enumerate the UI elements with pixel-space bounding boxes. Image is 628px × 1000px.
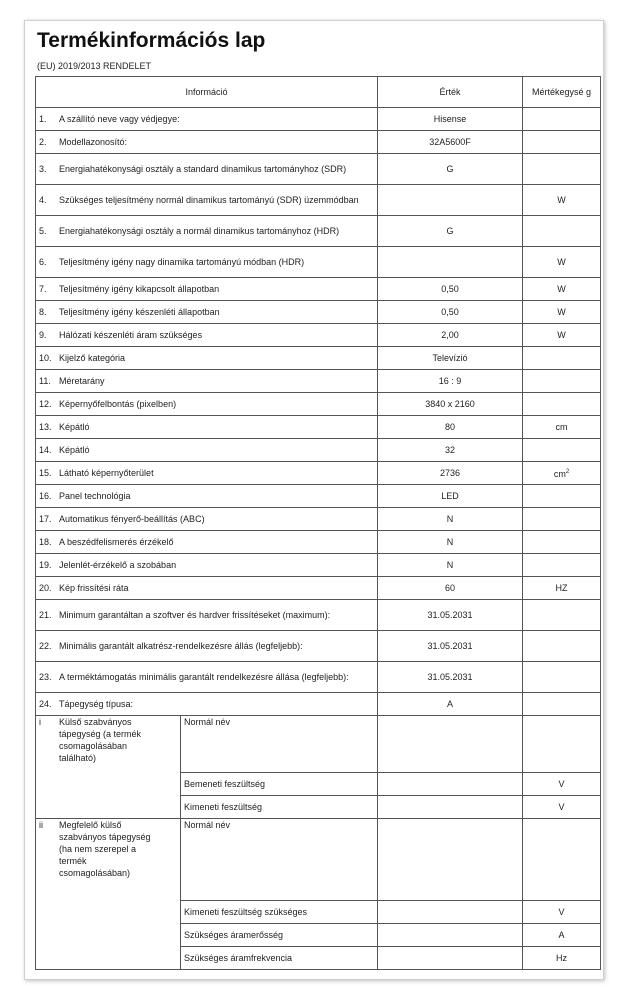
row-unit — [523, 416, 601, 439]
table-row — [36, 600, 601, 631]
row-value: A — [378, 693, 523, 716]
row-value: 2736 — [378, 462, 523, 485]
row-label: Méretarány — [59, 376, 105, 386]
product-info-sheet — [24, 20, 604, 980]
row-label-cell — [36, 416, 378, 439]
row-label: Szükséges teljesítmény normál dinamikus tartományú (SDR) üzemmódban — [59, 195, 359, 205]
row-number: 23. — [39, 672, 52, 682]
row-value: 3840 x 2160 — [378, 393, 523, 416]
psu-sub-value — [378, 773, 523, 796]
row-value: N — [378, 531, 523, 554]
psu-sub-unit — [523, 716, 601, 773]
row-label-cell — [36, 600, 378, 631]
row-value: 32A5600F — [378, 131, 523, 154]
row-label-cell — [36, 462, 378, 485]
row-label: Képernyőfelbontás (pixelben) — [59, 399, 177, 409]
table-row — [36, 693, 601, 716]
row-unit — [523, 247, 601, 278]
row-number: 2. — [39, 137, 47, 147]
psu-sub-label: Kimeneti feszültség szükséges — [181, 901, 378, 924]
table-row — [36, 554, 601, 577]
row-label: Kijelző kategória — [59, 353, 126, 363]
row-label: Energiahatékonysági osztály a standard dinamikus tartományhoz (SDR) — [59, 164, 347, 174]
row-value: 60 — [378, 577, 523, 600]
row-unit — [523, 324, 601, 347]
psu-sub-label: Normál név — [181, 716, 378, 773]
psu-sub-label: Bemeneti feszültség — [181, 773, 378, 796]
row-unit-text: cm — [555, 422, 568, 432]
row-unit-superscript: 2 — [565, 469, 570, 475]
row-value: N — [378, 508, 523, 531]
psu-sub-label: Kimeneti feszültség — [181, 796, 378, 819]
row-number: 24. — [39, 699, 52, 709]
table-row — [36, 185, 601, 216]
row-label-cell — [36, 347, 378, 370]
row-unit — [523, 301, 601, 324]
row-unit — [523, 108, 601, 131]
row-number: 1. — [39, 114, 47, 124]
row-label: Panel technológia — [59, 491, 131, 501]
row-unit — [523, 439, 601, 462]
row-unit — [523, 154, 601, 185]
row-value: N — [378, 554, 523, 577]
row-unit-text: HZ — [555, 583, 568, 593]
row-label: Képátló — [59, 445, 90, 455]
table-row — [36, 370, 601, 393]
row-label-cell — [36, 631, 378, 662]
table-row — [36, 108, 601, 131]
row-unit — [523, 631, 601, 662]
row-label-cell — [36, 577, 378, 600]
psu-sub-unit: V — [523, 796, 601, 819]
row-label-cell — [36, 278, 378, 301]
row-unit — [523, 347, 601, 370]
row-unit — [523, 370, 601, 393]
row-value: 80 — [378, 416, 523, 439]
row-unit — [523, 577, 601, 600]
row-label: Képátló — [59, 422, 90, 432]
row-label: Modellazonosító: — [59, 137, 128, 147]
row-value — [378, 185, 523, 216]
row-unit-text: W — [557, 257, 566, 267]
row-value: Televízió — [378, 347, 523, 370]
row-number: 14. — [39, 445, 52, 455]
header-value: Érték — [378, 77, 523, 108]
psu-external-label: Külső szabványos tápegység (a termék csomagolásában található) — [59, 717, 142, 763]
table-row — [36, 216, 601, 247]
row-label-cell — [36, 324, 378, 347]
row-label: Hálózati készenléti áram szükséges — [59, 330, 203, 340]
table-header-row — [36, 77, 601, 108]
psu-sub-value — [378, 716, 523, 773]
table-row — [36, 347, 601, 370]
row-number: 12. — [39, 399, 52, 409]
table-row — [36, 462, 601, 485]
row-unit — [523, 662, 601, 693]
row-unit — [523, 485, 601, 508]
table-row — [36, 278, 601, 301]
row-label: Automatikus fényerő-beállítás (ABC) — [59, 514, 205, 524]
table-body — [36, 108, 601, 716]
row-label-cell — [36, 301, 378, 324]
row-number: 20. — [39, 583, 52, 593]
row-label-cell — [36, 247, 378, 278]
table-row — [36, 131, 601, 154]
row-number: 6. — [39, 257, 47, 267]
row-value: 0,50 — [378, 278, 523, 301]
row-unit-text: W — [557, 195, 566, 205]
table-row — [36, 508, 601, 531]
psu-suitable-cell — [36, 819, 181, 970]
row-number: 10. — [39, 353, 52, 363]
row-label-cell — [36, 662, 378, 693]
psu-sub-label: Szükséges áramerősség — [181, 924, 378, 947]
row-label: Teljesítmény igény kikapcsolt állapotban — [59, 284, 220, 294]
row-label-cell — [36, 439, 378, 462]
row-unit-text: cm — [553, 469, 566, 479]
row-label-cell — [36, 185, 378, 216]
row-number: 17. — [39, 514, 52, 524]
row-label: A beszédfelismerés érzékelő — [59, 537, 174, 547]
row-value: 2,00 — [378, 324, 523, 347]
row-label-cell — [36, 393, 378, 416]
table-row — [36, 439, 601, 462]
table-row — [36, 416, 601, 439]
row-number: 9. — [39, 330, 47, 340]
regulation-subtitle: (EU) 2019/2013 RENDELET — [37, 61, 152, 71]
row-unit — [523, 531, 601, 554]
row-label: A terméktámogatás minimális garantált rendelkezésre állása (legfeljebb): — [59, 672, 349, 682]
row-value: 31.05.2031 — [378, 662, 523, 693]
row-number: 16. — [39, 491, 52, 501]
table-row — [36, 531, 601, 554]
psu-sub-value — [378, 901, 523, 924]
table-row — [36, 485, 601, 508]
psu-row — [36, 819, 601, 901]
row-label-cell — [36, 216, 378, 247]
row-value — [378, 247, 523, 278]
psu-row — [36, 716, 601, 773]
row-value: G — [378, 154, 523, 185]
row-value: LED — [378, 485, 523, 508]
psu-sub-unit: A — [523, 924, 601, 947]
row-value: 0,50 — [378, 301, 523, 324]
row-unit — [523, 185, 601, 216]
row-unit — [523, 462, 601, 485]
row-label-cell — [36, 485, 378, 508]
row-label: Energiahatékonysági osztály a normál dinamikus tartományhoz (HDR) — [59, 226, 340, 236]
header-info: Információ — [36, 77, 378, 108]
row-number: 19. — [39, 560, 52, 570]
psu-sub-value — [378, 819, 523, 901]
row-number: 7. — [39, 284, 47, 294]
row-label: Kép frissítési ráta — [59, 583, 129, 593]
row-label-cell — [36, 131, 378, 154]
row-value: 31.05.2031 — [378, 600, 523, 631]
psu-sub-unit: Hz — [523, 947, 601, 970]
row-label-cell — [36, 531, 378, 554]
row-unit — [523, 216, 601, 247]
page-title: Termékinformációs lap — [37, 29, 266, 52]
table-row — [36, 324, 601, 347]
row-value: 32 — [378, 439, 523, 462]
row-number: 13. — [39, 422, 52, 432]
row-number: 22. — [39, 641, 52, 651]
row-value: Hisense — [378, 108, 523, 131]
header-unit: Mértékegysé g — [523, 77, 601, 108]
row-label: Minimum garantáltan a szoftver és hardver frissítéseket (maximum): — [59, 610, 331, 620]
row-number: 8. — [39, 307, 47, 317]
row-label: Teljesítmény igény készenléti állapotban — [59, 307, 220, 317]
row-number: 3. — [39, 164, 47, 174]
row-unit — [523, 131, 601, 154]
row-unit — [523, 393, 601, 416]
row-label: Minimális garantált alkatrész-rendelkezésre állás (legfeljebb): — [59, 641, 303, 651]
row-label-cell — [36, 508, 378, 531]
row-unit — [523, 554, 601, 577]
row-unit-text: W — [557, 284, 566, 294]
row-label-cell — [36, 554, 378, 577]
row-number: 18. — [39, 537, 52, 547]
psu-sub-unit: V — [523, 773, 601, 796]
product-info-table — [35, 76, 601, 970]
row-unit — [523, 278, 601, 301]
row-label: Látható képernyőterület — [59, 468, 154, 478]
row-value: G — [378, 216, 523, 247]
table-row — [36, 662, 601, 693]
row-label: Jelenlét-érzékelő a szobában — [59, 560, 177, 570]
psu-table-body — [36, 716, 601, 970]
row-unit — [523, 693, 601, 716]
psu-sub-value — [378, 796, 523, 819]
table-row — [36, 393, 601, 416]
psu-sub-unit: V — [523, 901, 601, 924]
row-value: 16 : 9 — [378, 370, 523, 393]
row-label-cell — [36, 370, 378, 393]
row-label-cell — [36, 693, 378, 716]
table-row — [36, 631, 601, 662]
row-label: Teljesítmény igény nagy dinamika tartományú módban (HDR) — [59, 257, 305, 267]
table-row — [36, 154, 601, 185]
row-unit-text: W — [557, 330, 566, 340]
table-row — [36, 247, 601, 278]
table-row — [36, 577, 601, 600]
table-row — [36, 301, 601, 324]
psu-sub-unit — [523, 819, 601, 901]
psu-suitable-number: ii — [39, 820, 43, 830]
psu-sub-label: Szükséges áramfrekvencia — [181, 947, 378, 970]
psu-sub-value — [378, 924, 523, 947]
row-number: 4. — [39, 195, 47, 205]
row-unit — [523, 508, 601, 531]
row-label: A szállító neve vagy védjegye: — [59, 114, 180, 124]
row-unit-text: W — [557, 307, 566, 317]
psu-external-number: i — [39, 717, 41, 727]
row-label-cell — [36, 108, 378, 131]
psu-external-cell — [36, 716, 181, 819]
row-number: 5. — [39, 226, 47, 236]
row-label: Tápegység típusa: — [59, 699, 134, 709]
row-label-cell — [36, 154, 378, 185]
row-number: 15. — [39, 468, 52, 478]
row-unit — [523, 600, 601, 631]
psu-sub-label: Normál név — [181, 819, 378, 901]
row-value: 31.05.2031 — [378, 631, 523, 662]
psu-suitable-label: Megfelelő külső szabványos tápegység (ha nem szerepel a termék csomagolásában) — [59, 820, 151, 878]
psu-sub-value — [378, 947, 523, 970]
row-number: 11. — [39, 376, 51, 386]
row-number: 21. — [39, 610, 52, 620]
